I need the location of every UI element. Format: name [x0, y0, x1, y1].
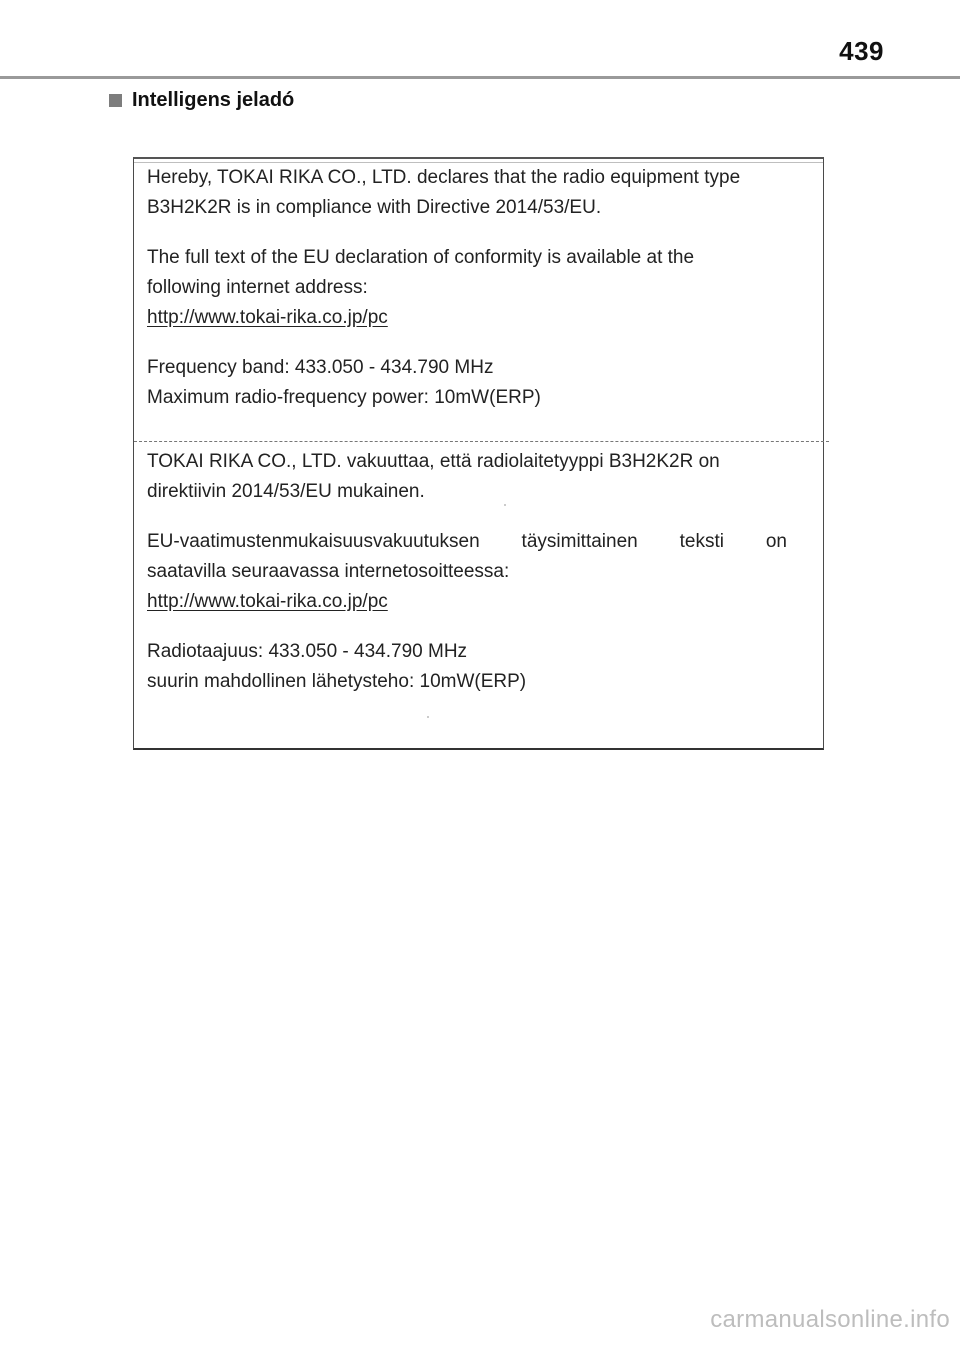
en-line-3: The full text of the EU declaration of conformity is available at the: [147, 247, 695, 268]
en-power: Maximum radio-frequency power: 10mW(ERP): [147, 387, 541, 408]
fi-line-3-word: täysimittainen: [521, 531, 638, 552]
fi-line-3-word: on: [765, 531, 787, 552]
declaration-english: [147, 163, 811, 413]
page-number: 439: [839, 36, 884, 66]
declaration-finnish: [147, 447, 811, 697]
section-title: Intelligens jeladó: [132, 89, 295, 111]
en-frequency: Frequency band: 433.050 - 434.790 MHz: [147, 357, 494, 378]
fi-line-4: saatavilla seuraavassa internetosoitteessa:: [147, 561, 510, 582]
header-rule: [0, 76, 960, 79]
scan-speck: [427, 716, 429, 718]
watermark: carmanualsonline.info: [710, 1306, 950, 1333]
fi-frequency: Radiotaajuus: 433.050 - 434.790 MHz: [147, 641, 468, 662]
en-line-2: B3H2K2R is in compliance with Directive 2014/53/EU.: [147, 197, 602, 218]
fi-line-3: [147, 527, 787, 557]
square-bullet-icon: [109, 94, 122, 107]
fi-line-2: direktiivin 2014/53/EU mukainen.: [147, 481, 425, 502]
section-heading: [109, 89, 294, 112]
dashed-separator: [134, 441, 829, 442]
scan-speck: [504, 504, 506, 506]
en-line-1: Hereby, TOKAI RIKA CO., LTD. declares that the radio equipment type: [147, 167, 741, 188]
fi-line-3-word: EU-vaatimustenmukaisuusvakuutuksen: [147, 531, 480, 552]
fi-line-1: TOKAI RIKA CO., LTD. vakuuttaa, että radiolaitetyyppi B3H2K2R on: [147, 451, 720, 472]
en-declaration-link[interactable]: http://www.tokai-rika.co.jp/pc: [147, 307, 388, 328]
fi-line-3-word: teksti: [679, 531, 724, 552]
declaration-box: [133, 157, 824, 750]
fi-power: suurin mahdollinen lähetysteho: 10mW(ERP): [147, 671, 527, 692]
fi-declaration-link[interactable]: http://www.tokai-rika.co.jp/pc: [147, 591, 388, 612]
en-line-4: following internet address:: [147, 277, 368, 298]
